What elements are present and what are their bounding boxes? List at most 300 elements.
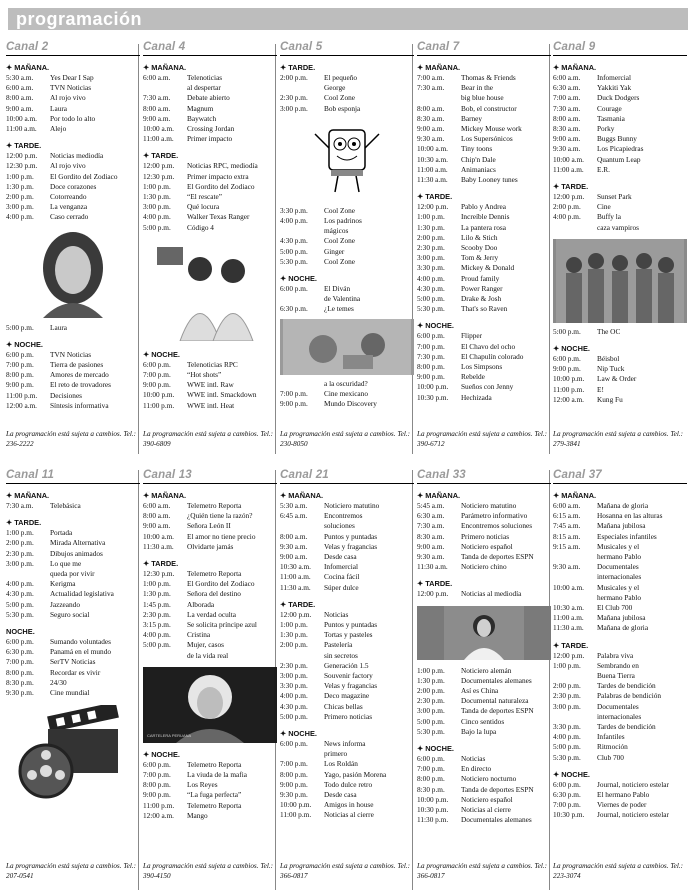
time	[280, 651, 324, 661]
time: 2:00 p.m.	[417, 686, 445, 696]
schedule-row	[417, 223, 551, 233]
schedule-row	[143, 532, 277, 542]
time: 4:00 p.m.	[417, 273, 445, 283]
program: Recordar es vivir	[50, 667, 101, 677]
schedule-row	[143, 172, 277, 182]
schedule-row	[553, 810, 687, 820]
schedule-row	[553, 800, 687, 810]
program: Yes Dear I Sap	[50, 73, 94, 82]
schedule-row	[417, 93, 551, 103]
program: Musicales y el	[597, 541, 640, 551]
host-portrait	[143, 667, 277, 743]
time: 2:30 p.m.	[417, 243, 445, 253]
schedule-row	[280, 562, 414, 572]
time	[143, 83, 187, 93]
program: Ritmoción	[597, 742, 628, 752]
schedule-row	[6, 212, 140, 222]
schedule-row	[6, 678, 140, 688]
time: 5:30 p.m.	[280, 256, 308, 266]
schedule-row	[280, 640, 414, 650]
footer-note: La programación está sujeta a cambios. Tel.: 366-0817	[417, 862, 548, 880]
schedule-row	[6, 73, 140, 83]
channel-name: Canal 33	[417, 469, 466, 481]
channel-column	[553, 470, 687, 890]
time: 1:45 p.m.	[143, 599, 171, 609]
footer-note: La programación está sujeta a cambios. Tel.: 366-0817	[280, 862, 411, 880]
program: SerTV Noticias	[50, 657, 96, 667]
anchor-photo	[417, 606, 551, 660]
schedule-row	[417, 727, 551, 737]
program: “El rescate”	[187, 192, 223, 202]
time	[553, 593, 597, 603]
footer-note: La programación está sujeta a cambios. Tel.: 230-8050	[280, 430, 411, 448]
time: 6:30 a.m.	[417, 511, 445, 521]
program: Los Simpsons	[461, 362, 503, 372]
program: Cool Zone	[324, 205, 356, 215]
program: Chip'n Dale	[461, 154, 496, 164]
schedule-row	[6, 124, 140, 134]
time: 5:00 p.m.	[280, 246, 308, 256]
time: 5:00 p.m.	[6, 322, 34, 332]
program: TVN Noticias	[50, 83, 92, 93]
time: 11:00 p.m.	[553, 384, 585, 394]
schedule-row	[6, 114, 140, 124]
program: Palabra viva	[597, 650, 634, 660]
time: 5:30 a.m.	[6, 73, 34, 82]
schedule-row	[280, 671, 414, 681]
program: Tom & Jerry	[461, 253, 499, 263]
program: La pantera rosa	[461, 222, 506, 232]
channel-name: Canal 4	[143, 41, 186, 53]
schedule-row	[280, 739, 414, 749]
program: Noticiero matutino	[461, 501, 517, 510]
schedule-row	[417, 331, 551, 341]
program: Kerigma	[50, 579, 76, 589]
channel-column	[6, 42, 140, 454]
schedule-row	[553, 623, 687, 633]
program: Portada	[50, 528, 73, 538]
time: 11:00 p.m.	[6, 390, 38, 400]
time: 3:00 p.m.	[553, 701, 581, 711]
program: Amigos in house	[324, 800, 374, 810]
time: 8:30 a.m.	[553, 124, 581, 134]
program: Generación 1.5	[324, 660, 369, 670]
schedule-row	[417, 511, 551, 521]
program: The OC	[597, 326, 621, 336]
schedule-row	[417, 774, 551, 784]
time: 4:30 p.m.	[417, 283, 445, 293]
program: Mañana jubilosa	[597, 521, 646, 531]
time: 7:00 p.m.	[143, 370, 171, 380]
program: Documentales	[597, 701, 639, 711]
host-photo	[6, 229, 140, 319]
section-morning: ✦ MAÑANA.	[6, 63, 50, 72]
time: 4:00 p.m.	[143, 630, 171, 640]
schedule-row	[280, 532, 414, 542]
program: Qué locura	[187, 202, 220, 212]
schedule-row	[280, 770, 414, 780]
schedule-row	[553, 712, 687, 722]
channel-name: Canal 5	[280, 41, 323, 53]
schedule-row	[143, 202, 277, 212]
program: El Club 700	[597, 603, 633, 613]
program: 24/30	[50, 677, 67, 687]
time: 6:00 a.m.	[143, 501, 171, 510]
time: 9:00 p.m.	[553, 364, 581, 374]
time: 11:00 a.m.	[143, 134, 174, 144]
schedule-row	[417, 165, 551, 175]
schedule-row	[280, 583, 414, 593]
section-afternoon: ✦ TARDE.	[417, 192, 453, 202]
time: 1:30 p.m.	[417, 675, 445, 685]
program: Scooby Doo	[461, 243, 498, 253]
schedule-row	[553, 572, 687, 582]
schedule-row	[417, 754, 551, 764]
schedule-row	[417, 552, 551, 562]
program: de la vida real	[187, 650, 229, 660]
schedule-row	[553, 114, 687, 124]
program: Sueños con Jenny	[461, 382, 514, 392]
schedule-row	[553, 753, 687, 763]
schedule-row	[6, 391, 140, 401]
program: Tasmania	[597, 113, 625, 123]
time: 1:00 p.m.	[143, 579, 171, 589]
section-afternoon: ✦ TARDE.	[417, 579, 453, 589]
schedule-row	[6, 528, 140, 538]
schedule-row	[143, 182, 277, 192]
time: 12:00 p.m.	[417, 202, 449, 212]
channel-column	[417, 470, 551, 890]
time	[143, 651, 187, 661]
schedule-row	[280, 304, 414, 314]
time: 8:00 a.m.	[280, 531, 308, 541]
schedule-row	[6, 610, 140, 620]
program: Flipper	[461, 331, 483, 341]
program: Documentales alemanes	[461, 675, 532, 685]
program: Crossing Jordan	[187, 124, 235, 134]
program: Tierra de pasiones	[50, 360, 104, 370]
time: 9:30 a.m.	[417, 134, 445, 144]
program: Primer impacto	[187, 134, 233, 144]
program: Mañana de gloria	[597, 623, 649, 633]
time: 10:00 a.m.	[417, 144, 449, 154]
schedule-row	[417, 284, 551, 294]
schedule-row	[6, 104, 140, 114]
schedule-row	[417, 83, 551, 93]
program: Yago, pasión Morena	[324, 769, 387, 779]
time: 3:15 p.m.	[143, 620, 171, 630]
time: 1:30 p.m.	[280, 630, 308, 640]
schedule-row	[280, 610, 414, 620]
program: Doce corazones	[50, 181, 97, 191]
schedule-row	[553, 603, 687, 613]
schedule-row	[553, 613, 687, 623]
schedule-row	[553, 155, 687, 165]
program: Noticias al cierre	[324, 810, 374, 820]
schedule-row	[553, 364, 687, 374]
schedule-row	[143, 511, 277, 521]
program: primero	[324, 749, 348, 759]
section-afternoon: ✦ TARDE.	[6, 141, 42, 151]
program: a la oscuridad?	[324, 378, 368, 388]
program: Tanda de deportes ESPN	[461, 784, 534, 794]
program: Los Roldán	[324, 759, 358, 769]
schedule-row	[417, 253, 551, 263]
time: 9:00 p.m.	[280, 399, 308, 409]
schedule-row	[417, 233, 551, 243]
time: 7:30 p.m.	[417, 351, 445, 361]
time: 9:00 a.m.	[143, 113, 171, 123]
schedule-row	[143, 521, 277, 531]
section-morning: ✦ MAÑANA.	[553, 491, 597, 500]
time	[417, 93, 461, 103]
time: 10:00 a.m.	[6, 113, 38, 123]
time: 12:00 p.m.	[417, 589, 449, 599]
schedule-row	[6, 151, 140, 161]
time: 11:00 a.m.	[553, 164, 584, 174]
section-morning: ✦ MAÑANA.	[6, 491, 50, 500]
time: 5:00 p.m.	[417, 294, 445, 304]
time: 5:30 p.m.	[553, 752, 581, 762]
time: 4:00 p.m.	[553, 732, 581, 742]
time: 5:30 p.m.	[417, 304, 445, 314]
time: 4:30 p.m.	[280, 236, 308, 246]
program: internacionales	[597, 572, 642, 582]
schedule-row	[417, 706, 551, 716]
time: 9:15 a.m.	[553, 541, 581, 551]
schedule-row	[280, 236, 414, 246]
program: Lilo & Stich	[461, 232, 498, 242]
schedule-row	[553, 93, 687, 103]
schedule-row	[553, 681, 687, 691]
time: 12:00 p.m.	[553, 650, 585, 660]
program: Cool Zone	[324, 256, 356, 266]
schedule-row	[417, 304, 551, 314]
program: Código 4	[187, 222, 214, 232]
schedule-row	[417, 372, 551, 382]
program: Noticias al cierre	[461, 805, 511, 815]
schedule-row	[143, 370, 277, 380]
program: Tardes de bendición	[597, 681, 656, 691]
time: 12:00 p.m.	[143, 161, 175, 171]
time: 2:30 p.m.	[143, 609, 171, 619]
program: Telenoticias RPC	[187, 359, 238, 369]
time: 5:00 p.m.	[280, 711, 308, 721]
time: 9:00 a.m.	[6, 103, 34, 113]
schedule-row	[280, 780, 414, 790]
schedule-row	[553, 165, 687, 175]
schedule-row	[417, 263, 551, 273]
time: 9:30 a.m.	[553, 562, 581, 572]
schedule-row	[143, 192, 277, 202]
schedule-row	[143, 134, 277, 144]
program: Noticiero español	[461, 794, 513, 804]
time: 1:00 p.m.	[417, 212, 445, 222]
schedule-row	[143, 630, 277, 640]
time: 10:00 a.m.	[143, 124, 175, 134]
program: sin secretos	[324, 650, 358, 660]
photo-caption: CARTELERA PERUANA	[147, 732, 192, 738]
program: Puntos y puntadas	[324, 531, 378, 541]
program: Cocina fácil	[324, 572, 360, 582]
program: Decisiones	[50, 390, 83, 400]
schedule-row	[553, 780, 687, 790]
time: 1:30 p.m.	[143, 589, 171, 599]
schedule-row	[553, 661, 687, 671]
program: Señora del destino	[187, 589, 241, 599]
time: 8:00 a.m.	[143, 511, 171, 521]
program: Nip Tuck	[597, 364, 625, 374]
time	[553, 572, 597, 582]
section-morning: ✦ MAÑANA.	[553, 63, 597, 72]
schedule-row	[6, 380, 140, 390]
time: 8:00 p.m.	[417, 774, 445, 784]
time: 5:00 p.m.	[553, 742, 581, 752]
time: 12:00 p.m.	[553, 192, 585, 202]
program: En directo	[461, 764, 492, 774]
time: 5:30 a.m.	[280, 501, 308, 510]
program: Se solicita príncipe azul	[187, 620, 257, 630]
schedule-row	[553, 722, 687, 732]
schedule-row	[553, 671, 687, 681]
time	[553, 552, 597, 562]
schedule-row	[6, 370, 140, 380]
schedule-row	[417, 393, 551, 403]
schedule-row	[280, 630, 414, 640]
program: Telebásica	[50, 501, 81, 510]
schedule-row	[6, 589, 140, 599]
time: 6:30 p.m.	[553, 790, 581, 800]
schedule-row	[553, 385, 687, 395]
schedule-row	[553, 521, 687, 531]
time: 2:00 p.m.	[280, 640, 308, 650]
time: 11:00 a.m.	[6, 124, 37, 134]
schedule-row	[6, 538, 140, 548]
program: El Gordito del Zodiaco	[50, 171, 118, 181]
schedule-row	[280, 216, 414, 226]
schedule-row	[6, 559, 140, 569]
time: 3:00 p.m.	[280, 103, 308, 113]
channel-column	[6, 470, 140, 890]
time: 6:00 p.m.	[553, 779, 581, 789]
program: Tortas y pasteles	[324, 630, 373, 640]
time: 3:30 p.m.	[280, 681, 308, 691]
program: Documentales	[597, 562, 639, 572]
time: 7:30 a.m.	[143, 93, 171, 103]
time: 12:00 p.m.	[6, 151, 38, 161]
schedule-row	[417, 243, 551, 253]
time: 4:30 p.m.	[6, 589, 34, 599]
channel-name: Canal 7	[417, 41, 460, 53]
schedule-row	[143, 579, 277, 589]
time: 6:15 a.m.	[553, 511, 581, 521]
schedule-row	[280, 691, 414, 701]
footer-note: La programación está sujeta a cambios. Tel.: 279-3841	[553, 430, 684, 448]
time: 5:00 p.m.	[417, 716, 445, 726]
program: Documentales alemanes	[461, 815, 532, 825]
time	[280, 521, 324, 531]
schedule-row	[417, 717, 551, 727]
time: 2:30 p.m.	[417, 696, 445, 706]
program: Documental naturaleza	[461, 696, 529, 706]
time: 5:30 p.m.	[417, 726, 445, 736]
channel-column	[143, 470, 277, 890]
time: 3:00 p.m.	[417, 706, 445, 716]
program: Bear in the	[461, 83, 494, 93]
program: That's so Raven	[461, 304, 508, 314]
program: Al rojo vivo	[50, 161, 86, 171]
program: Tanda de deportes ESPN	[461, 552, 534, 562]
program: El Diván	[324, 284, 351, 294]
time: 6:00 a.m.	[553, 501, 581, 510]
time: 11:00 p.m.	[143, 400, 175, 410]
time: 1:00 p.m.	[6, 528, 34, 538]
time: 6:00 p.m.	[6, 637, 34, 647]
time: 10:30 p.m.	[417, 805, 449, 815]
schedule-row	[553, 583, 687, 593]
time: 12:30 p.m.	[143, 569, 175, 579]
time: 10:00 a.m.	[143, 531, 175, 541]
time	[553, 671, 597, 681]
section-night: ✦ NOCHE.	[280, 729, 317, 739]
time: 2:00 p.m.	[280, 73, 308, 82]
time: 9:00 p.m.	[417, 372, 445, 382]
schedule-row	[553, 691, 687, 701]
schedule-row	[553, 562, 687, 572]
time: 6:00 p.m.	[417, 331, 445, 341]
time: 8:15 a.m.	[553, 531, 581, 541]
time: 9:00 a.m.	[553, 134, 581, 144]
time: 4:00 p.m.	[280, 691, 308, 701]
schedule-row	[143, 790, 277, 800]
schedule-row	[280, 257, 414, 267]
program: TVN Noticias	[50, 349, 92, 359]
time: 9:00 a.m.	[417, 124, 445, 134]
schedule-row	[6, 569, 140, 579]
time: 2:30 p.m.	[553, 691, 581, 701]
schedule-row	[143, 401, 277, 411]
program: WWE intl. Smackdown	[187, 390, 257, 400]
footer-note: La programación está sujeta a cambios. Tel.: 390-6809	[143, 430, 274, 448]
time: 7:30 a.m.	[6, 501, 34, 510]
program: Telemetro Reporta	[187, 800, 242, 810]
schedule-row	[6, 360, 140, 370]
schedule-row	[553, 212, 687, 222]
program: Noticiero alemán	[461, 665, 512, 675]
schedule-row	[553, 732, 687, 742]
program: Noticias al mediodía	[461, 589, 522, 599]
section-night: ✦ NOCHE.	[553, 769, 590, 779]
time: 11:30 a.m.	[417, 562, 448, 572]
time: 1:00 p.m.	[280, 620, 308, 630]
program: Hechizada	[461, 392, 492, 402]
schedule-row	[417, 134, 551, 144]
channel-name: Canal 9	[553, 41, 596, 53]
program: Baby Looney tunes	[461, 175, 518, 185]
program: Encontremos	[324, 511, 363, 521]
time: 10:00 p.m.	[417, 794, 449, 804]
schedule-row	[143, 161, 277, 171]
schedule-row	[553, 552, 687, 562]
schedule-row	[417, 274, 551, 284]
time: 9:30 a.m.	[280, 541, 308, 551]
program: Buggs Bunny	[597, 134, 637, 144]
channel-name: Canal 11	[6, 469, 55, 481]
schedule-row	[553, 651, 687, 661]
time: 12:00 a.m.	[143, 810, 175, 820]
time: 7:00 a.m.	[417, 73, 445, 82]
program: Al rojo vivo	[50, 93, 86, 103]
